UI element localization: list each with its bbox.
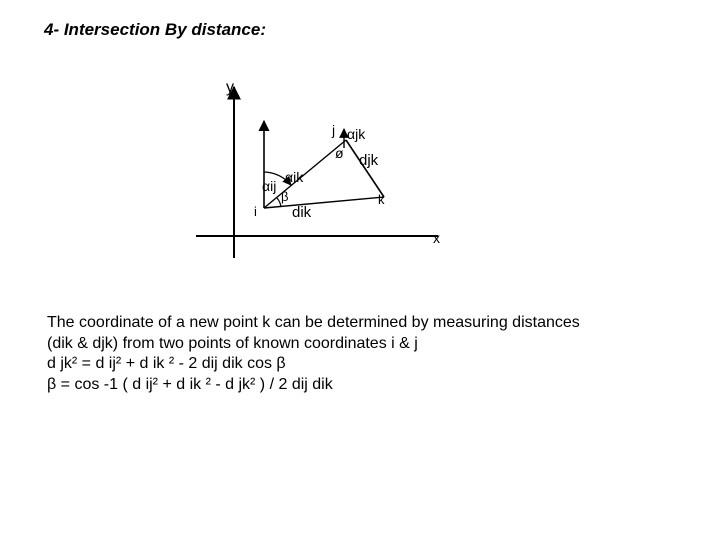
text-line-2: (dik & djk) from two points of known coordinates i & j: [47, 334, 418, 352]
formula-line-2: β = cos -1 ( d ij² + d ik ² - d jk² ) / 2 dij dik: [47, 375, 333, 393]
alpha-ij-label: αij: [262, 178, 277, 194]
d-ik-label: dik: [292, 204, 312, 221]
d-jk-label: djk: [359, 152, 379, 169]
alpha-ik-label: αik: [285, 169, 304, 185]
axis-y-label: y: [226, 79, 234, 96]
axis-x-label: x: [433, 230, 440, 246]
point-j-label: j: [332, 122, 336, 138]
description-text: [47, 313, 687, 395]
alpha-jk-label: αjk: [347, 126, 366, 142]
text-line-1: The coordinate of a new point k can be determined by measuring distances: [47, 314, 580, 331]
point-i-label: i: [254, 204, 257, 219]
point-k-label: k: [378, 192, 385, 207]
theta-label: ø: [335, 145, 344, 161]
page-title: 4- Intersection By distance:: [44, 20, 267, 39]
formula-line-1: d jk² = d ij² + d ik ² - 2 dij dik cos β: [47, 355, 286, 372]
beta-label: β: [281, 189, 289, 204]
